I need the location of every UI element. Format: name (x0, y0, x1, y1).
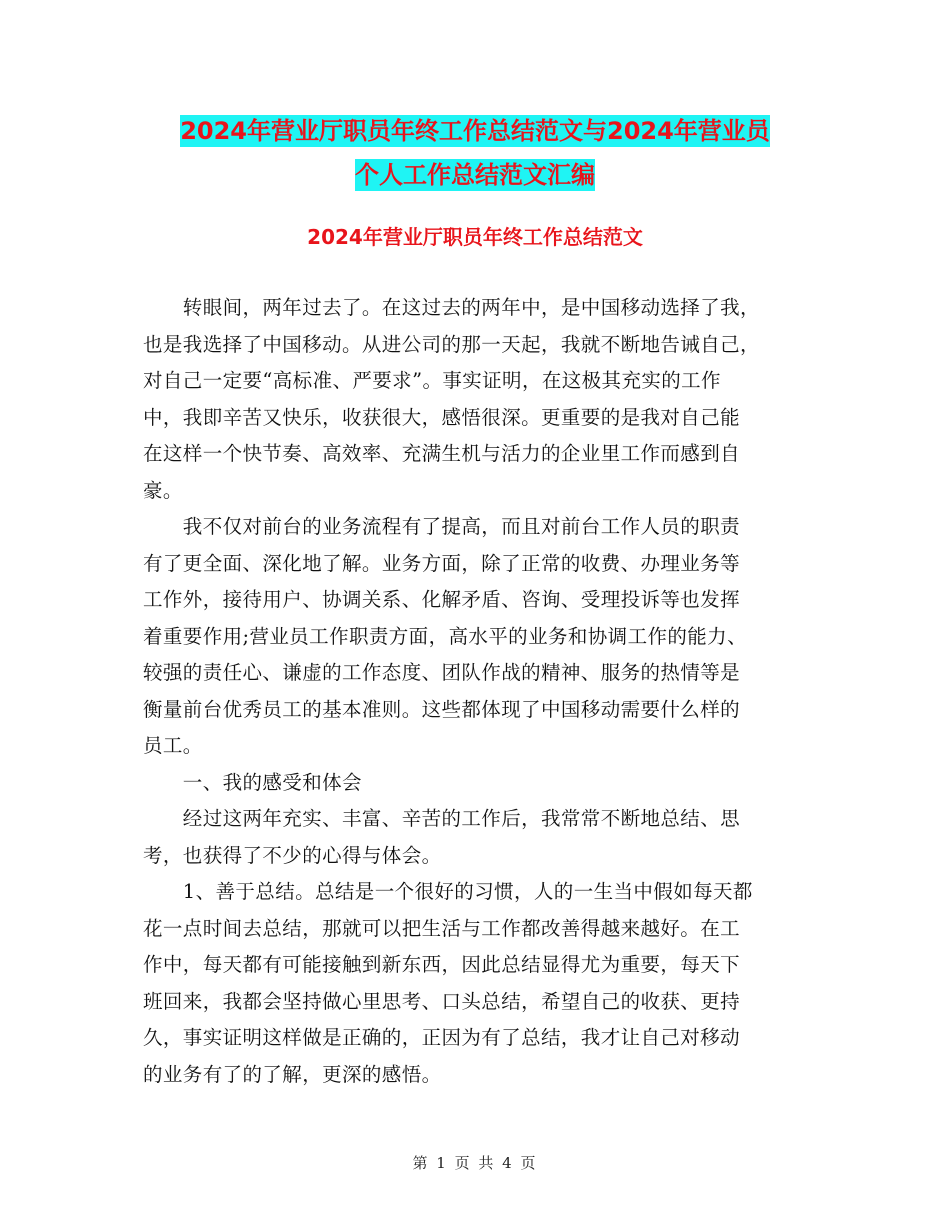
text-line: 考，也获得了不少的心得与体会。 (143, 843, 442, 867)
text-line: 经过这两年充实、丰富、辛苦的工作后，我常常不断地总结、思 (143, 807, 741, 830)
text-line: 的业务有了的了解，更深的感悟。 (143, 1062, 442, 1086)
text-line: 豪。 (143, 478, 183, 502)
text-line: 衡量前台优秀员工的基本准则。这些都体现了中国移动需要什么样的 (143, 697, 741, 721)
text-line: 花一点时间去总结，那就可以把生活与工作都改善得越来越好。在工 (143, 916, 741, 940)
section-title: 2024年营业厅职员年终工作总结范文 (307, 225, 643, 249)
text-line: 转眼间，两年过去了。在这过去的两年中，是中国移动选择了我， (143, 296, 760, 319)
body-text (143, 290, 813, 1093)
text-line: 也是我选择了中国移动。从进公司的那一天起，我就不断地告诫自己， (143, 332, 760, 356)
text-line: 久，事实证明这样做是正确的，正因为有了总结，我才让自己对移动 (143, 1026, 741, 1049)
title-highlight-1: 2024年营业厅职员年终工作总结范文与2024年营业员 (180, 117, 770, 145)
text-line: 员工。 (143, 734, 203, 757)
text-line: 中，我即辛苦又快乐，收获很大，感悟很深。更重要的是我对自己能 (143, 405, 741, 429)
text-line: 班回来，我都会坚持做心里思考、口头总结，希望自己的收获、更持 (143, 989, 741, 1013)
page-footer: 第 1 页 共 4 页 (412, 1154, 538, 1172)
title-highlight-2: 个人工作总结范文汇编 (355, 161, 595, 189)
document-title-line-2 (0, 152, 950, 198)
text-line: 一、我的感受和体会 (143, 770, 362, 794)
text-line: 有了更全面、深化地了解。业务方面，除了正常的收费、办理业务等 (143, 551, 741, 575)
text-line: 作中，每天都有可能接触到新东西，因此总结显得尤为重要，每天下 (143, 953, 741, 976)
text-line: 对自己一定要“高标准、严要求”。事实证明，在这极其充实的工作 (143, 369, 721, 392)
document-title-line-1 (0, 108, 950, 154)
text-line: 我不仅对前台的业务流程有了提高，而且对前台工作人员的职责 (143, 515, 741, 538)
text-line: 着重要作用;营业员工作职责方面，高水平的业务和协调工作的能力、 (143, 624, 747, 648)
text-line: 在这样一个快节奏、高效率、充满生机与活力的企业里工作而感到自 (143, 442, 741, 465)
text-line: 1、善于总结。总结是一个很好的习惯，人的一生当中假如每天都 (143, 880, 753, 903)
text-line: 较强的责任心、谦虚的工作态度、团队作战的精神、服务的热情等是 (143, 661, 741, 684)
text-line: 工作外，接待用户、协调关系、化解矛盾、咨询、受理投诉等也发挥 (143, 588, 741, 611)
